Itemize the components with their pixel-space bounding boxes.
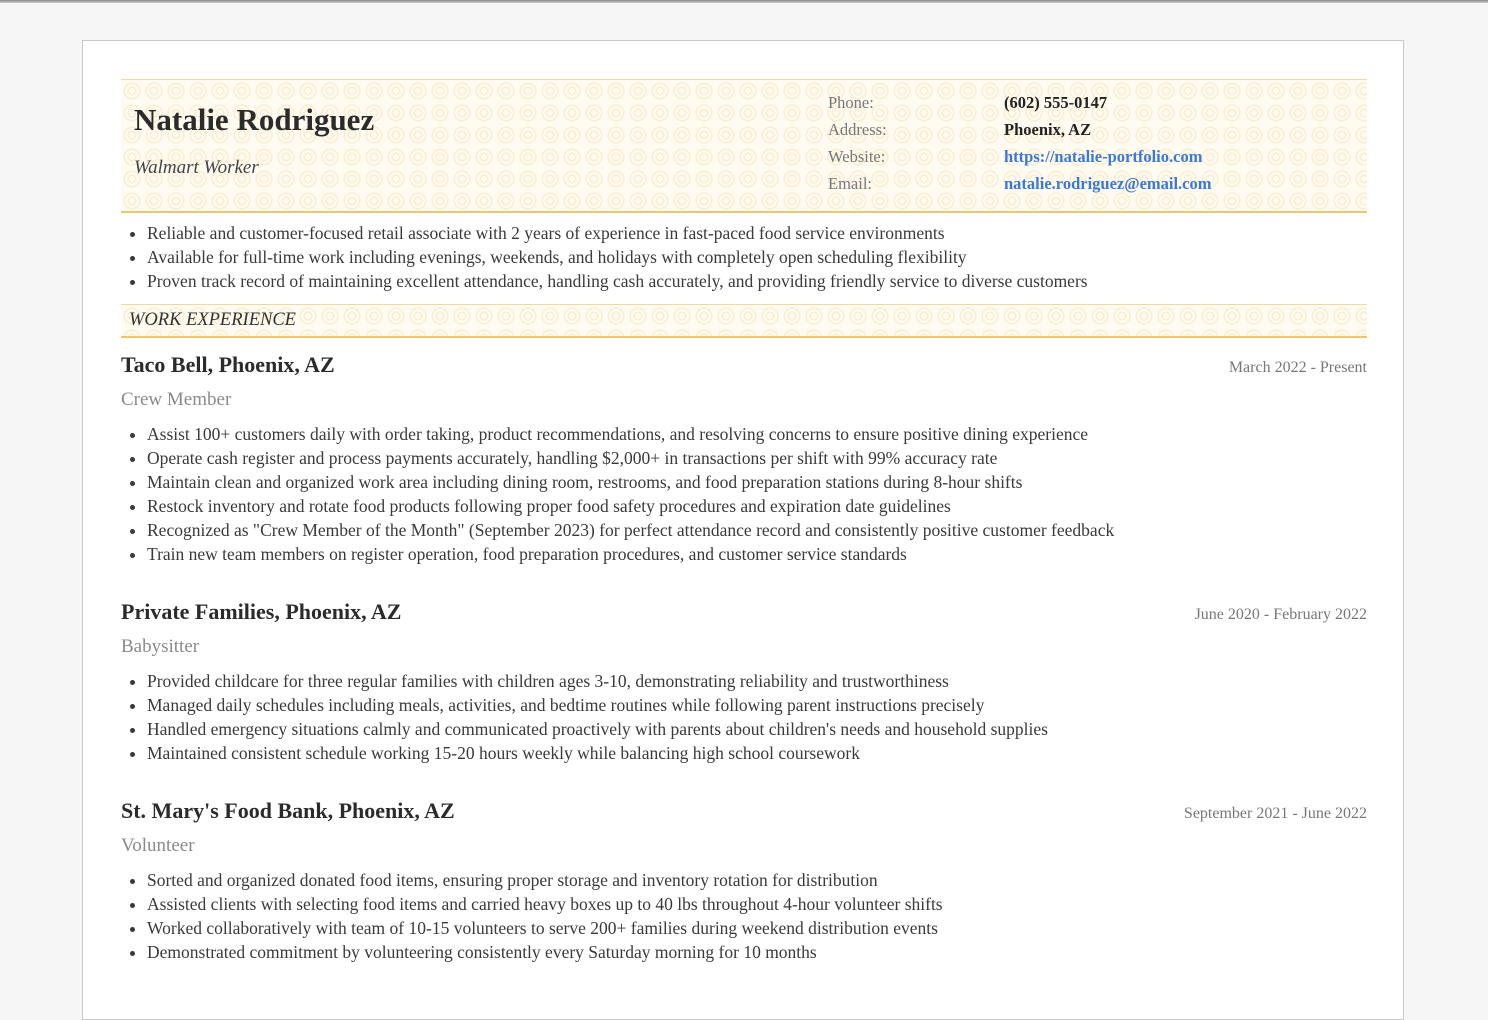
contact-label: Phone: (828, 93, 874, 112)
contact-row-phone (828, 93, 1348, 120)
list-item: • Restock inventory and rotate food products following proper food safety procedures and expiration date guidelines (147, 494, 1114, 518)
list-item: • Train new team members on register operation, food preparation procedures, and customer service standards (147, 542, 1114, 566)
section-heading-work-experience (121, 304, 1367, 338)
candidate-role: Walmart Worker (134, 157, 259, 178)
list-item: • Provided childcare for three regular families with children ages 3-10, demonstrating reliability and trustworthiness (147, 669, 1048, 693)
phone-value: (602) 555-0147 (1004, 93, 1108, 112)
email-link[interactable]: natalie.rodriguez@email.com (1004, 174, 1212, 193)
job-bullet-list (121, 868, 943, 964)
list-item: • Available for full-time work including evenings, weekends, and holidays with completely open scheduling flexibility (147, 245, 1367, 269)
list-item: • Maintained consistent schedule working 15-20 hours weekly while balancing high school coursework (147, 741, 1048, 765)
list-item: • Managed daily schedules including meals, activities, and bedtime routines while following parent instructions precisely (147, 693, 1048, 717)
list-item: • Assisted clients with selecting food items and carried heavy boxes up to 40 lbs throughout 4-hour volunteer shifts (147, 892, 943, 916)
list-item: • Proven track record of maintaining excellent attendance, handling cash accurately, and providing friendly service to diverse customers (147, 269, 1367, 293)
contact-label: Website: (828, 147, 886, 166)
list-item: • Assist 100+ customers daily with order taking, product recommendations, and resolving concerns to ensure positive dining experience (147, 422, 1114, 446)
candidate-name: Natalie Rodriguez (134, 102, 375, 137)
job-dates: September 2021 - June 2022 (1183, 805, 1367, 822)
contact-info (828, 93, 1348, 201)
address-value: Phoenix, AZ (1004, 120, 1092, 139)
contact-row-email (828, 174, 1348, 201)
resume-header (121, 79, 1367, 213)
job-title: Volunteer (121, 835, 195, 856)
job-company: Taco Bell, Phoenix, AZ (121, 352, 335, 377)
list-item: • Handled emergency situations calmly and communicated proactively with parents about children's needs and household supplies (147, 717, 1048, 741)
website-link[interactable]: https://natalie-portfolio.com (1004, 147, 1203, 166)
list-item: • Maintain clean and organized work area including dining room, restrooms, and food preparation stations during 8-hour shifts (147, 470, 1114, 494)
resume-page (82, 40, 1404, 1020)
list-item: • Sorted and organized donated food items, ensuring proper storage and inventory rotation for distribution (147, 868, 943, 892)
section-heading-text: WORK EXPERIENCE (129, 310, 296, 330)
window-top-edge (0, 0, 1488, 3)
contact-label: Address: (828, 120, 887, 139)
list-item: • Demonstrated commitment by volunteering consistently every Saturday morning for 10 months (147, 940, 943, 964)
contact-label: Email: (828, 174, 872, 193)
job-title: Crew Member (121, 389, 232, 410)
summary-section (121, 221, 1367, 293)
job-bullet-list (121, 422, 1114, 566)
job-dates: March 2022 - Present (1228, 359, 1367, 376)
list-item: • Operate cash register and process payments accurately, handling $2,000+ in transactions per shift with 99% accuracy rate (147, 446, 1114, 470)
job-company: St. Mary's Food Bank, Phoenix, AZ (121, 798, 455, 823)
list-item: • Worked collaboratively with team of 10-15 volunteers to serve 200+ families during weekend distribution events (147, 916, 943, 940)
contact-row-website (828, 147, 1348, 174)
summary-list (121, 221, 1367, 293)
list-item: • Recognized as "Crew Member of the Month" (September 2023) for perfect attendance record and consistently positive customer feedback (147, 518, 1114, 542)
contact-row-address (828, 120, 1348, 147)
job-title: Babysitter (121, 636, 200, 657)
job-bullet-list (121, 669, 1048, 765)
job-dates: June 2020 - February 2022 (1194, 606, 1367, 623)
job-company: Private Families, Phoenix, AZ (121, 599, 402, 624)
list-item: • Reliable and customer-focused retail associate with 2 years of experience in fast-paced food service environments (147, 221, 1367, 245)
